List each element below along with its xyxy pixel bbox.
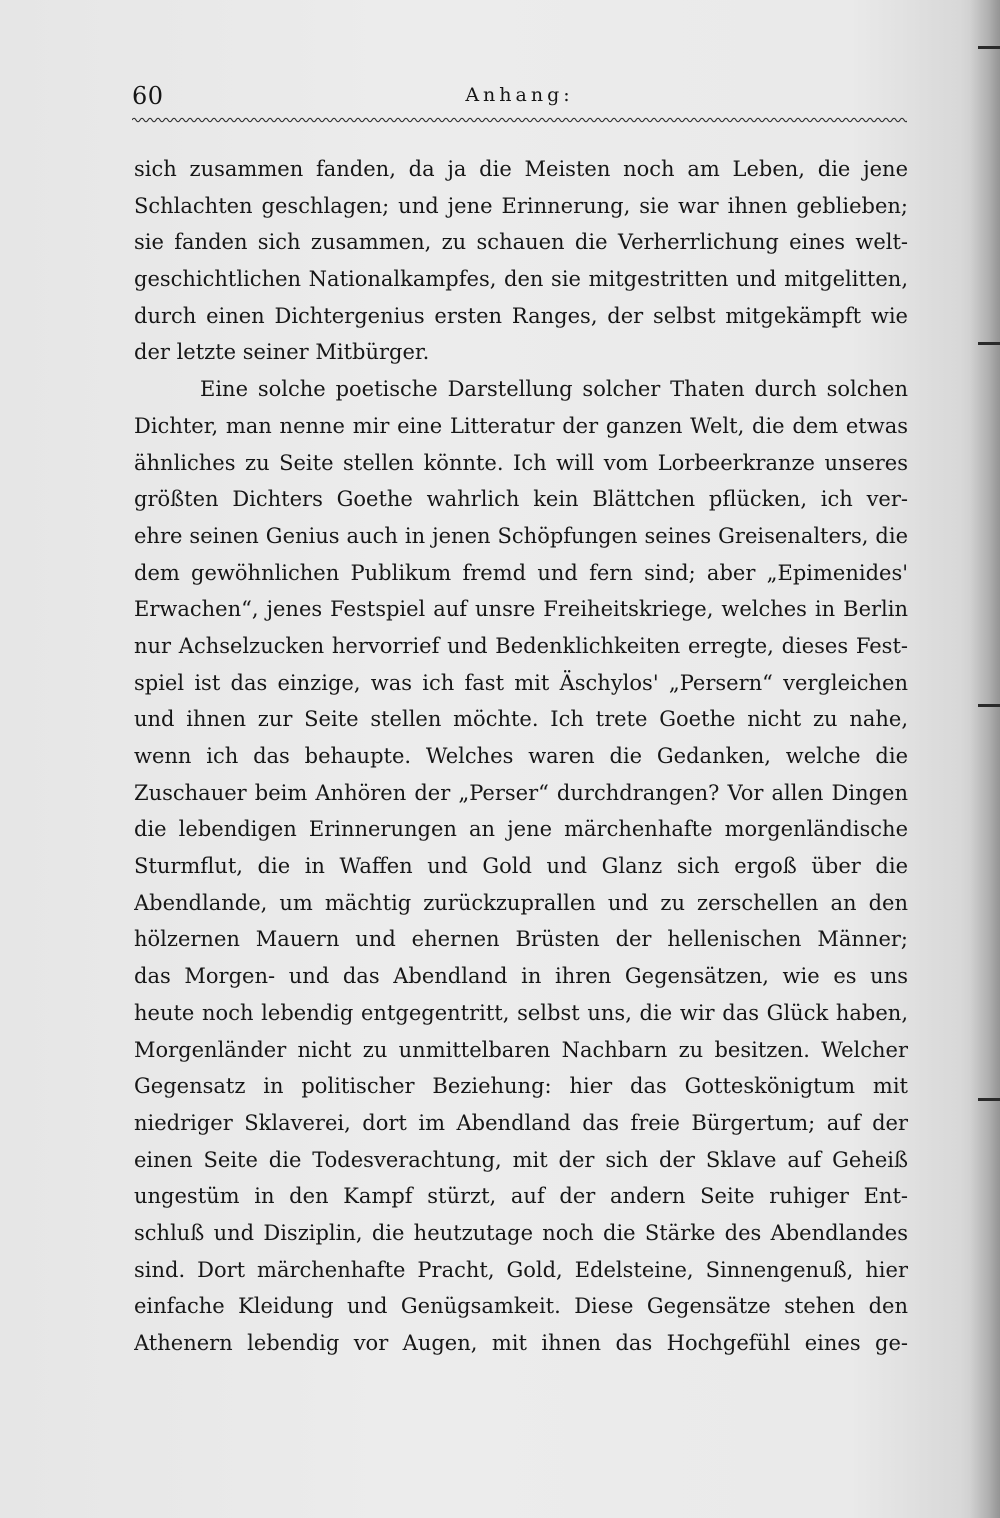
text-line: nur Achselzucken hervorrief und Bedenklichkeiten erregte, dieses Fest-	[134, 633, 908, 658]
page-edge-shadow	[970, 0, 1000, 1518]
text-line: Schlachten geschlagen; und jene Erinnerung, sie war ihnen geblieben;	[134, 193, 908, 218]
text-line: sind. Dort märchenhafte Pracht, Gold, Edelsteine, Sinnengenuß, hier	[134, 1257, 908, 1282]
text-line: Eine solche poetische Darstellung solcher Thaten durch solchen	[200, 377, 908, 402]
body-text	[134, 151, 908, 1362]
text-line: einen Seite die Todesverachtung, mit der sich der Sklave auf Geheiß	[134, 1147, 908, 1172]
running-head: Anhang:	[465, 84, 574, 106]
text-line: sich zusammen fanden, da ja die Meisten noch am Leben, die jene	[134, 157, 908, 181]
text-line: größten Dichters Goethe wahrlich kein Blättchen pflücken, ich ver-	[134, 487, 908, 512]
text-line: schluß und Disziplin, die heutzutage noch die Stärke des Abendlandes	[134, 1220, 908, 1245]
text-line: wenn ich das behaupte. Welches waren die Gedanken, welche die	[134, 744, 908, 768]
text-line: Sturmflut, die in Waffen und Gold und Glanz sich ergoß über die	[134, 854, 908, 879]
text-line: ähnliches zu Seite stellen könnte. Ich will vom Lorbeerkranze unseres	[134, 450, 908, 475]
text-line: Gegensatz in politischer Beziehung: hier das Gotteskönigtum mit	[134, 1074, 908, 1099]
binding-mark	[978, 704, 1000, 707]
binding-mark	[978, 1098, 1000, 1101]
text-line: heute noch lebendig entgegentritt, selbst uns, die wir das Glück haben,	[134, 1000, 908, 1025]
page-header	[132, 80, 907, 114]
text-line: ungestüm in den Kampf stürzt, auf der andern Seite ruhiger Ent-	[134, 1184, 908, 1209]
text-line: der letzte seiner Mitbürger.	[134, 340, 430, 365]
text-line: die lebendigen Erinnerungen an jene märchenhafte morgenländische	[134, 817, 908, 842]
text-line: spiel ist das einzige, was ich fast mit Äschylos' „Persern“ vergleichen	[134, 670, 908, 695]
text-line: dem gewöhnlichen Publikum fremd und fern sind; aber „Epimenides'	[134, 560, 908, 585]
text-line: und ihnen zur Seite stellen möchte. Ich trete Goethe nicht zu nahe,	[134, 707, 908, 732]
text-line: niedriger Sklaverei, dort im Abendland das freie Bürgertum; auf der	[134, 1110, 908, 1135]
text-line: Dichter, man nenne mir eine Litteratur der ganzen Welt, die dem etwas	[134, 413, 908, 438]
header-wavy-rule	[132, 116, 907, 124]
binding-mark	[978, 46, 1000, 49]
text-line: hölzernen Mauern und ehernen Brüsten der hellenischen Männer;	[134, 927, 908, 952]
text-line: das Morgen- und das Abendland in ihren Gegensätzen, wie es uns	[134, 964, 908, 989]
text-line: Erwachen“, jenes Festspiel auf unsre Freiheitskriege, welches in Berlin	[134, 597, 908, 622]
text-line: geschichtlichen Nationalkampfes, den sie mitgestritten und mitgelitten,	[134, 267, 908, 292]
text-line: Abendlande, um mächtig zurückzuprallen und zu zerschellen an den	[134, 890, 908, 915]
text-line: Morgenländer nicht zu unmittelbaren Nachbarn zu besitzen. Welcher	[134, 1037, 908, 1062]
text-line: Athenern lebendig vor Augen, mit ihnen das Hochgefühl eines ge-	[134, 1331, 908, 1355]
text-line: Zuschauer beim Anhören der „Perser“ durchdrangen? Vor allen Dingen	[134, 780, 908, 805]
text-line: sie fanden sich zusammen, zu schauen die Verherrlichung eines welt-	[134, 230, 908, 255]
binding-mark	[978, 342, 1000, 345]
text-line: durch einen Dichtergenius ersten Ranges, der selbst mitgekämpft wie	[134, 303, 908, 328]
text-line: einfache Kleidung und Genügsamkeit. Diese Gegensätze stehen den	[134, 1294, 908, 1319]
text-line: ehre seinen Genius auch in jenen Schöpfungen seines Greisenalters, die	[134, 523, 908, 548]
page-number: 60	[132, 82, 164, 110]
